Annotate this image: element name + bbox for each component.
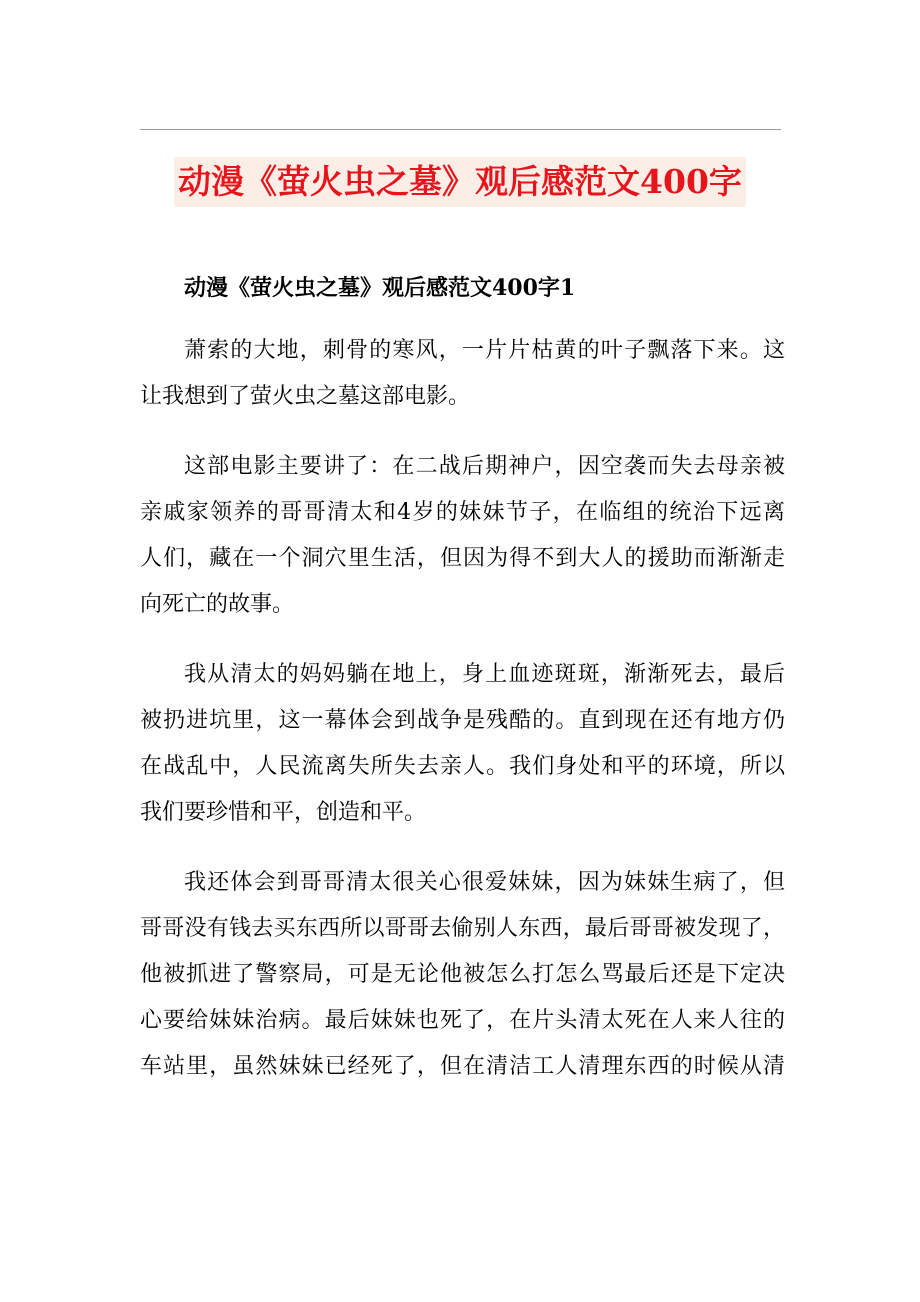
paragraph-line: 被扔进坑里，这一幕体会到战争是残酷的。直到现在还有地方仍 bbox=[140, 708, 785, 733]
paragraph-line: 萧索的大地，刺骨的寒风，一片片枯黄的叶子飘落下来。这 bbox=[184, 338, 785, 363]
paragraph-4 bbox=[140, 860, 785, 1090]
header-rule bbox=[140, 129, 781, 130]
paragraph-line: 这部电影主要讲了：在二战后期神户，因空袭而失去母亲被 bbox=[184, 454, 785, 479]
document-body bbox=[140, 266, 785, 1114]
paragraph-1 bbox=[140, 328, 785, 420]
paragraph-line: 我还体会到哥哥清太很关心很爱妹妹，因为妹妹生病了，但 bbox=[184, 870, 785, 895]
title-container bbox=[0, 157, 920, 207]
paragraph-2 bbox=[140, 444, 785, 628]
paragraph-line: 人们，藏在一个洞穴里生活，但因为得不到大人的援助而渐渐走 bbox=[140, 546, 785, 571]
document-title: 动漫《萤火虫之墓》观后感范文400字 bbox=[174, 157, 746, 207]
paragraph-line: 我们要珍惜和平，创造和平。 bbox=[140, 800, 427, 825]
paragraph-line: 心要给妹妹治病。最后妹妹也死了，在片头清太死在人来人往的 bbox=[140, 1008, 785, 1033]
section-heading: 动漫《萤火虫之墓》观后感范文400字1 bbox=[184, 275, 576, 301]
paragraph-line: 在战乱中，人民流离失所失去亲人。我们身处和平的环境，所以 bbox=[140, 754, 785, 779]
paragraph-line: 他被抓进了警察局，可是无论他被怎么打怎么骂最后还是下定决 bbox=[140, 962, 785, 987]
paragraph-line: 让我想到了萤火虫之墓这部电影。 bbox=[140, 384, 471, 409]
paragraph-line: 亲戚家领养的哥哥清太和4岁的妹妹节子，在临组的统治下远离 bbox=[140, 500, 785, 525]
paragraph-line: 我从清太的妈妈躺在地上，身上血迹斑斑，渐渐死去，最后 bbox=[184, 662, 785, 687]
paragraph-line: 向死亡的故事。 bbox=[140, 592, 295, 617]
paragraph-3 bbox=[140, 652, 785, 836]
paragraph-line: 车站里，虽然妹妹已经死了，但在清洁工人清理东西的时候从清 bbox=[140, 1054, 785, 1079]
paragraph-line: 哥哥没有钱去买东西所以哥哥去偷别人东西，最后哥哥被发现了， bbox=[140, 916, 785, 941]
